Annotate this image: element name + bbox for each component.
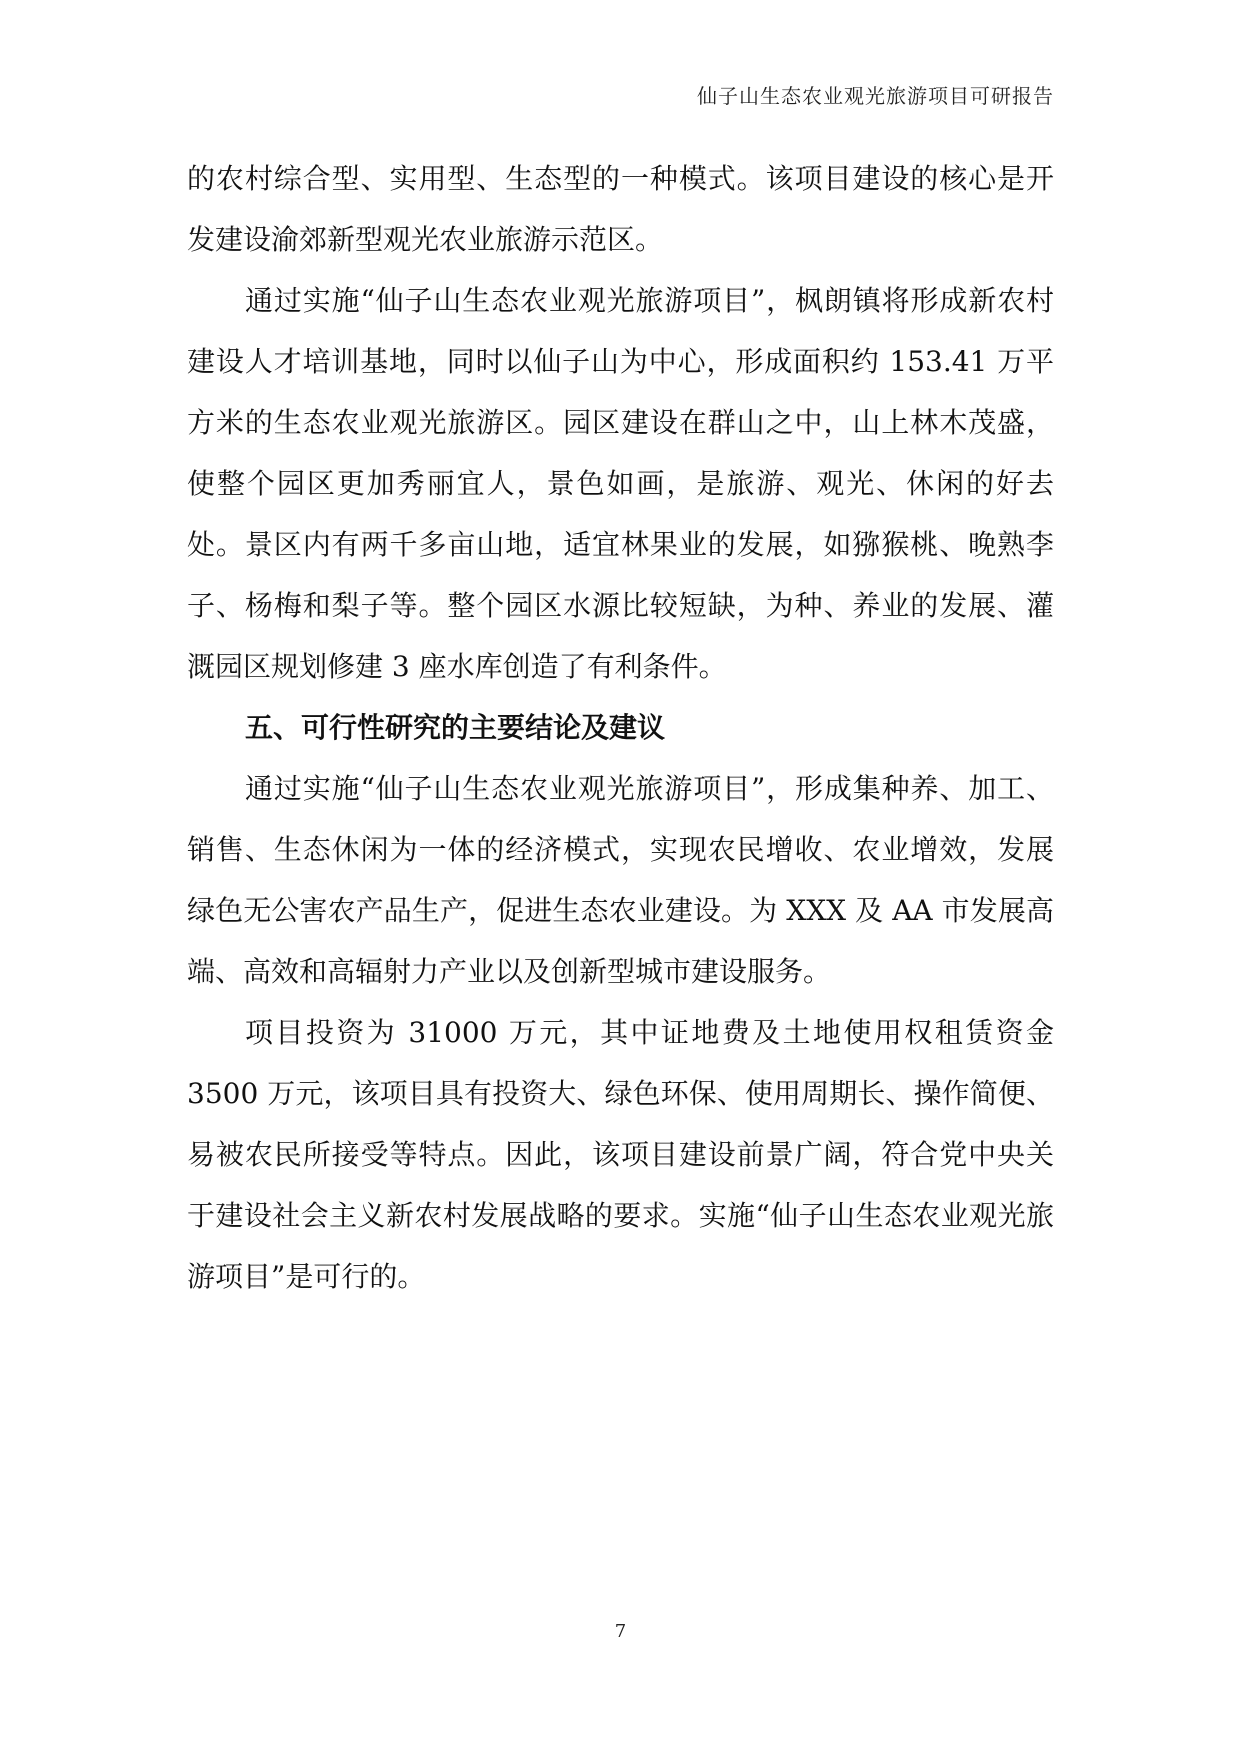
- section-heading: 五、可行性研究的主要结论及建议: [245, 711, 666, 744]
- running-header: 仙子山生态农业观光旅游项目可研报告: [697, 84, 1054, 108]
- paragraph-investment: 项目投资为 31000 万元，其中证地费及土地使用权租赁资金 3500 万元，该项目具有投资大、绿色环保、使用周期长、操作简便、易被农民所接受等特点。因此，该项目建设前景广阔，符合党中央关于建设社会主义新农村发展战略的要求。实施“仙子山生态农业观光旅游项目”是可行的。: [187, 1016, 1054, 1293]
- document-body: [187, 148, 1054, 1307]
- page-number: 7: [614, 1621, 627, 1642]
- paragraph-continuation: 的农村综合型、实用型、生态型的一种模式。该项目建设的核心是开发建设渝郊新型观光农业旅游示范区。: [187, 162, 1054, 256]
- paragraph-project-overview: 通过实施“仙子山生态农业观光旅游项目”，枫朗镇将形成新农村建设人才培训基地，同时以仙子山为中心，形成面积约 153.41 万平方米的生态农业观光旅游区。园区建设在群山之中，山上林木茂盛，使整个园区更加秀丽宜人，景色如画，是旅游、观光、休闲的好去处。景区内有两千多亩山地，适宜林果业的发展，如猕猴桃、晚熟李子、杨梅和梨子等。整个园区水源比较短缺，为种、养业的发展、灌溉园区规划修建 3 座水库创造了有利条件。: [187, 284, 1054, 683]
- paragraph-conclusion: 通过实施“仙子山生态农业观光旅游项目”，形成集种养、加工、销售、生态休闲为一体的经济模式，实现农民增收、农业增效，发展绿色无公害农产品生产，促进生态农业建设。为 XXX 及 AA 市发展高端、高效和高辐射力产业以及创新型城市建设服务。: [187, 772, 1054, 988]
- header-divider: [187, 112, 1054, 113]
